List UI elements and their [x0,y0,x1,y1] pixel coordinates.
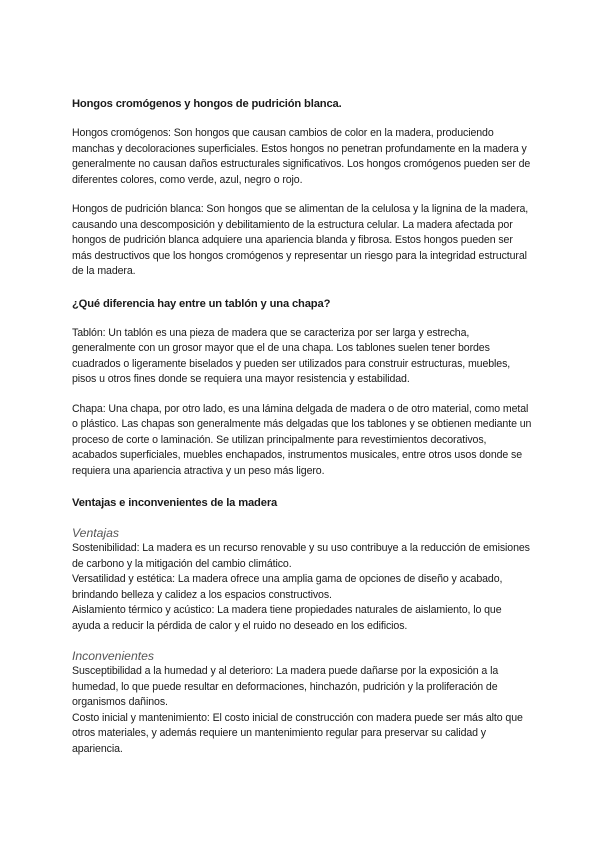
subheading-ventajas: Ventajas [72,526,119,540]
ventaja-item: Sostenibilidad: La madera es un recurso renovable y su uso contribuye a la reducción de emisiones de carbono y la mitigación del cambio climático. [72,542,530,570]
paragraph-tablon: Tablón: Un tablón es una pieza de madera que se caracteriza por ser larga y estrecha, generalmente con un grosor mayor que el de una chapa. Los tablones suelen tener bordes cuadrados o ligeramente biselados y pueden ser utilizados para construir estructuras, muebles, pisos u otros fines donde se requiera una mayor resistencia y estabilidad. [72,326,511,385]
inconveniente-item: Costo inicial y mantenimiento: El costo inicial de construcción con madera puede ser más alto que otros materiales, y además requiere un mantenimiento regular para preservar su calidad y apariencia. [72,711,523,755]
ventaja-item: Aislamiento térmico y acústico: La madera tiene propiedades naturales de aislamiento, lo que ayuda a reducir la pérdida de calor y el ruido no deseado en los edificios. [72,604,502,632]
paragraph-chapa: Chapa: Una chapa, por otro lado, es una lámina delgada de madera o de otro material, como metal o plástico. Las chapas son generalmente más delgadas que los tablones y se obtienen mediante un proceso de corte o laminación. Se utilizan principalmente para revestimientos decorativos, acabados superficiales, muebles enchapados, instrumentos musicales, entre otros usos donde se requiera una apariencia atractiva y un peso más ligero. [72,402,532,477]
paragraph-hongos-pudricion-blanca: Hongos de pudrición blanca: Son hongos que se alimentan de la celulosa y la lignina de la madera, causando una descomposición y debilitamiento de la estructura celular. La madera afectada por hongos de pudrición blanca adquiere una apariencia blanda y fibrosa. Estos hongos pueden ser más destructivos que los hongos cromógenos y representar un riesgo para la integridad estructural de la madera. [72,203,529,277]
subheading-inconvenientes: Inconvenientes [72,649,154,663]
section-title-ventajas-inconvenientes: Ventajas e inconvenientes de la madera [72,497,278,509]
section-title-hongos: Hongos cromógenos y hongos de pudrición blanca. [72,98,342,110]
section-title-tablon-chapa: ¿Qué diferencia hay entre un tablón y una chapa? [72,297,331,310]
paragraph-hongos-cromogenos: Hongos cromógenos: Son hongos que causan cambios de color en la madera, produciendo manchas y decoloraciones superficiales. Estos hongos no penetran profundamente en la madera y generalmente no causan daños estructurales significativos. Los hongos cromógenos pueden ser de diferentes colores, como verde, azul, negro o rojo. [72,127,531,186]
document-page [72,96,532,757]
inconveniente-item: Susceptibilidad a la humedad y al deterioro: La madera puede dañarse por la exposición a la humedad, lo que puede resultar en deformaciones, hinchazón, pudrición y la proliferación de organismos dañinos. [72,665,499,708]
ventaja-item: Versatilidad y estética: La madera ofrece una amplia gama de opciones de diseño y acabado, brindando belleza y calidez a los espacios constructivos. [72,573,503,601]
